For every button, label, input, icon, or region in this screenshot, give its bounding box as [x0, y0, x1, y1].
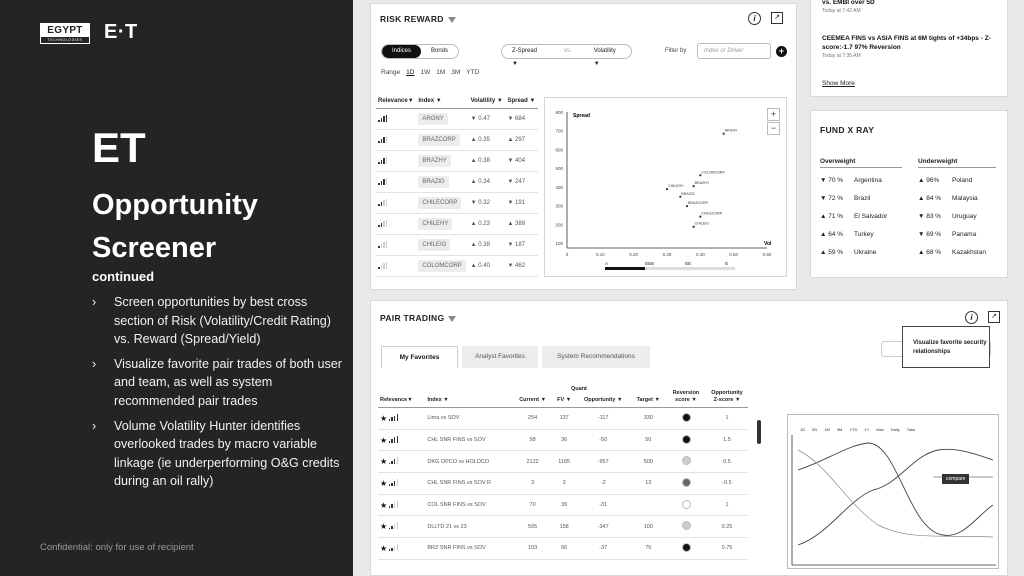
col-index[interactable]: Index ▼: [416, 98, 468, 109]
filter-input[interactable]: Index or Driver: [697, 43, 771, 59]
series-line-2: [798, 449, 993, 545]
col-opportunity[interactable]: Opportunity ▼: [576, 390, 631, 408]
range-label: Range: [381, 69, 401, 76]
relevance-cell: [376, 172, 416, 193]
indices-bonds-toggle[interactable]: [381, 44, 459, 59]
egypt-logo: [40, 23, 90, 44]
signal-bars-icon: [389, 457, 399, 464]
table-row[interactable]: [378, 408, 748, 430]
y-tick-label: 600: [555, 147, 563, 153]
volatility-select[interactable]: Volatility ▼: [593, 48, 616, 67]
index-cell[interactable]: BRAZHY: [416, 151, 468, 172]
col-current[interactable]: Current ▼: [513, 390, 553, 408]
rating-legend-label: B: [725, 261, 729, 266]
index-cell[interactable]: CHILECORP: [416, 193, 468, 214]
fv-cell: 3: [553, 473, 576, 495]
news-card: [810, 0, 1008, 97]
rating-legend-label: BB: [685, 261, 692, 266]
overweight-header: Overweight: [820, 158, 902, 168]
et-logo: E·T: [104, 21, 138, 43]
spread-cell: ▼ 462: [505, 256, 538, 277]
opportunity-cell: -2: [576, 473, 631, 495]
filter-label: Filter by: [665, 48, 687, 54]
table-row[interactable]: [378, 516, 748, 538]
point-label: CHILEIG: [694, 221, 710, 226]
index-cell[interactable]: BRAZCORP: [416, 130, 468, 151]
toggle-bonds[interactable]: Bonds: [431, 48, 449, 54]
spread-cell: ▼ 404: [505, 151, 538, 172]
x-tick-label: 0: [565, 252, 569, 257]
x-tick-label: 0.30: [662, 252, 672, 257]
point-label: BRAZCORP: [688, 201, 708, 206]
opportunity-cell: -31: [576, 494, 631, 516]
relevance-cell: [376, 193, 416, 214]
filter-icon[interactable]: [448, 316, 456, 322]
volatility-cell: ▲ 0.40: [469, 256, 506, 277]
table-scrollbar[interactable]: [757, 420, 761, 444]
bullet-text: Visualize favorite pair trades of both user and team, as well as system recommended pair trades: [114, 356, 342, 408]
info-icon[interactable]: i: [748, 12, 761, 25]
table-row[interactable]: [378, 473, 748, 495]
chevron-right-icon: ›: [92, 418, 97, 433]
index-cell[interactable]: CHL SNR FINS vs SOV: [425, 429, 512, 451]
data-point: [693, 185, 695, 187]
relevance-cell: [376, 256, 416, 277]
signal-bars-icon: [378, 241, 388, 248]
overweight-row: ▲ 64 % Turkey: [820, 231, 874, 238]
underweight-row: ▲ 84 % Malaysia: [918, 195, 978, 202]
target-cell: 330: [631, 408, 666, 430]
line-legend-item[interactable]: YTD: [849, 427, 858, 432]
data-point: [666, 188, 668, 190]
tab-analyst-favorites[interactable]: Analyst Favorites: [462, 346, 538, 368]
index-cell[interactable]: CHILEHY: [416, 214, 468, 235]
spread-cell: ▲ 297: [505, 130, 538, 151]
line-legend-item[interactable]: 1D: [800, 427, 806, 432]
x-tick-label: 0.50: [729, 252, 739, 257]
signal-bars-icon: [389, 414, 399, 421]
signal-bars-icon: [389, 501, 399, 508]
index-cell[interactable]: CHL SNR FINS vs SOV R: [425, 473, 512, 495]
info-icon[interactable]: i: [965, 311, 978, 324]
zscore-cell: 0.75: [706, 538, 748, 560]
table-row[interactable]: [376, 214, 538, 235]
col-relevance[interactable]: Relevance▼: [376, 98, 416, 109]
point-label: CHILECORP: [701, 211, 723, 216]
reversion-dot: [682, 456, 691, 465]
point-label: BRAZHY: [694, 181, 710, 186]
col-target[interactable]: Target ▼: [631, 390, 666, 408]
target-cell: 500: [631, 451, 666, 473]
reversion-dot: [682, 500, 691, 509]
col-reversion[interactable]: Reversion score ▼: [666, 390, 706, 408]
opportunity-cell: -117: [576, 408, 631, 430]
current-cell: 254: [513, 408, 553, 430]
point-label: COLOMCORP: [701, 170, 725, 175]
confidential-note: Confidential: only for use of recipient: [40, 542, 194, 553]
tab-system-recommendations[interactable]: System Recommendations: [542, 346, 650, 368]
point-label: CHILEHY: [668, 184, 684, 189]
egypt-logo-sub: TECHNOLOGIES: [47, 38, 83, 42]
target-cell: 13: [631, 473, 666, 495]
zscore-cell: -0.5: [706, 473, 748, 495]
target-cell: [631, 494, 666, 516]
news-item[interactable]: CEEMEA FINS vs ASIA FINS at 6M tights of +34bps - Z-score:-1.7 97% Reversion Today at 7:35 AM: [822, 35, 991, 59]
fund-xray-card: [810, 110, 1008, 278]
col-fv[interactable]: FV ▼: [553, 390, 576, 408]
underweight-row: ▲ 96% Poland: [918, 177, 973, 184]
spread-cell: ▼ 247: [505, 172, 538, 193]
spread-cell: ▲ 388: [505, 214, 538, 235]
rating-legend-segment: [605, 267, 645, 270]
overweight-row: ▼ 70 % Argentina: [820, 177, 882, 184]
reversion-dot: [682, 413, 691, 422]
spread-cell: ▼ 684: [505, 109, 538, 130]
relevance-cell: [378, 494, 425, 516]
fund-xray-title: FUND X RAY: [820, 125, 875, 135]
chevron-right-icon: ›: [92, 295, 97, 309]
line-legend-item[interactable]: Tabs: [906, 427, 916, 432]
reversion-cell: [666, 408, 706, 430]
star-icon[interactable]: ★: [380, 413, 388, 423]
left-panel: [0, 0, 353, 576]
data-point: [686, 205, 688, 207]
index-cell[interactable]: CHILEIG: [416, 235, 468, 256]
reversion-dot: [682, 478, 691, 487]
volatility-cell: ▲ 0.34: [469, 172, 506, 193]
y-tick-label: 800: [555, 110, 563, 115]
table-row[interactable]: [376, 235, 538, 256]
line-chart-svg: [788, 415, 1000, 570]
y-axis-label: Spread: [573, 113, 590, 119]
volatility-cell: ▲ 0.38: [469, 235, 506, 256]
volatility-cell: ▼ 0.47: [469, 109, 506, 130]
star-icon[interactable]: ★: [380, 543, 388, 553]
fv-cell: 1165: [553, 451, 576, 473]
signal-bars-icon: [389, 479, 399, 486]
continued-label: continued: [92, 269, 155, 284]
current-cell: 2122: [513, 451, 553, 473]
line-legend-item[interactable]: 3M: [836, 427, 843, 432]
current-cell: 98: [513, 429, 553, 451]
volatility-cell: ▼ 0.32: [469, 193, 506, 214]
range-1w[interactable]: 1W: [420, 69, 431, 76]
signal-bars-icon: [389, 522, 399, 529]
zscore-cell: 1: [706, 494, 748, 516]
col-relevance[interactable]: Relevance▼: [378, 390, 425, 408]
table-row[interactable]: [376, 172, 538, 193]
underweight-row: ▼ 69 % Panama: [918, 231, 977, 238]
bullet-item: [92, 355, 342, 411]
index-cell[interactable]: DLLTD 21 vs 23: [425, 516, 512, 538]
reversion-cell: [666, 451, 706, 473]
tooltip: Visualize favorite security relationships: [902, 326, 990, 368]
table-row[interactable]: [376, 109, 538, 130]
zscore-cell: 1: [706, 408, 748, 430]
reversion-dot: [682, 521, 691, 530]
data-point: [679, 196, 681, 198]
index-cell[interactable]: DKG OPCO vs HOLDCO: [425, 451, 512, 473]
star-icon[interactable]: ★: [380, 457, 388, 467]
current-cell: 103: [513, 538, 553, 560]
rating-legend-label: BBB: [645, 261, 655, 266]
signal-bars-icon: [378, 157, 388, 164]
axis-select-group[interactable]: [501, 44, 632, 67]
point-label: ARGNY: [724, 128, 738, 133]
table-row[interactable]: [376, 193, 538, 214]
relevance-cell: [378, 408, 425, 430]
line-legend-item[interactable]: 1M: [824, 427, 830, 432]
zoom-in-button[interactable]: +: [767, 108, 780, 121]
fv-cell: 137: [553, 408, 576, 430]
data-point: [723, 133, 725, 135]
relevance-cell: [378, 473, 425, 495]
bullet-list: [92, 293, 342, 497]
risk-reward-title: RISK REWARD: [380, 14, 456, 24]
x-tick-label: 0.60: [762, 252, 772, 257]
range-1d[interactable]: 1D: [406, 69, 415, 76]
egypt-logo-text: EGYPT: [41, 24, 89, 37]
index-cell[interactable]: Lima vs SOV: [425, 408, 512, 430]
overweight-row: ▼ 72 % Brazil: [820, 195, 871, 202]
range-ytd[interactable]: YTD: [466, 69, 480, 76]
tab-my-favorites[interactable]: My Favorites: [381, 346, 458, 368]
volatility-cell: ▲ 0.23: [469, 214, 506, 235]
spread-cell: ▼ 187: [505, 235, 538, 256]
col-opp-zscore[interactable]: Opportunity Z-score ▼: [706, 390, 748, 408]
bullet-item: [92, 293, 342, 349]
signal-bars-icon: [378, 136, 388, 143]
reversion-cell: [666, 538, 706, 560]
fv-cell: 39: [553, 494, 576, 516]
target-cell: 75: [631, 538, 666, 560]
relevance-cell: [378, 451, 425, 473]
line-legend-item[interactable]: 1Y: [864, 427, 870, 432]
star-icon[interactable]: ★: [380, 500, 388, 510]
risk-reward-table: [376, 98, 538, 277]
line-legend-item[interactable]: 5D: [812, 427, 818, 432]
zspread-select[interactable]: Z-Spread ▼: [512, 48, 538, 67]
x-tick-label: 0.10: [595, 252, 605, 257]
add-filter-button[interactable]: +: [776, 46, 787, 57]
pair-trading-table: [378, 390, 748, 560]
relevance-cell: [376, 151, 416, 172]
relevance-cell: [378, 516, 425, 538]
star-icon[interactable]: ★: [380, 478, 388, 488]
overweight-row: ▲ 59 % Ukraine: [820, 249, 877, 256]
toggle-indices[interactable]: Indices: [382, 45, 421, 58]
signal-bars-icon: [378, 262, 388, 269]
chevron-right-icon: ›: [92, 356, 97, 371]
compare-label[interactable]: compare: [942, 474, 969, 484]
reversion-dot: [682, 543, 691, 552]
index-cell[interactable]: COLOMCORP: [416, 256, 468, 277]
signal-bars-icon: [389, 544, 399, 551]
target-cell: 100: [631, 516, 666, 538]
headline: ET: [92, 124, 146, 171]
table-row[interactable]: [376, 130, 538, 151]
reversion-cell: [666, 429, 706, 451]
news-item[interactable]: vs. EMBI over 5D Today at 7:42 AM: [822, 0, 875, 14]
data-point: [699, 174, 701, 176]
col-index[interactable]: Index ▼: [425, 390, 512, 408]
volatility-cell: ▲ 0.38: [469, 151, 506, 172]
zoom-out-button[interactable]: −: [767, 122, 780, 135]
signal-bars-icon: [378, 220, 388, 227]
pair-line-chart: [787, 414, 999, 569]
table-row[interactable]: [376, 151, 538, 172]
current-cell: 505: [513, 516, 553, 538]
current-cell: 3: [513, 473, 553, 495]
relevance-cell: [378, 429, 425, 451]
risk-reward-card: [370, 3, 797, 290]
zscore-cell: 0.25: [706, 516, 748, 538]
relevance-cell: [376, 130, 416, 151]
underweight-row: ▼ 83 % Uruguay: [918, 213, 977, 220]
series-line-3: [798, 450, 993, 537]
series-line-1: [798, 443, 993, 535]
reversion-cell: [666, 473, 706, 495]
page-title: Opportunity Screener: [92, 189, 258, 264]
x-axis-label: Vol: [764, 241, 772, 247]
rating-legend-label: A: [605, 261, 609, 266]
range-3m[interactable]: 3M: [451, 69, 461, 76]
index-cell[interactable]: COL SNR FINS vs SOV: [425, 494, 512, 516]
zscore-cell: 1.5: [706, 429, 748, 451]
expand-icon[interactable]: ↗: [771, 12, 783, 24]
opportunity-cell: -37: [576, 538, 631, 560]
vs-label: vs.: [564, 48, 572, 54]
line-legend-item[interactable]: Max: [876, 427, 884, 432]
opportunity-cell: -347: [576, 516, 631, 538]
data-point: [693, 226, 695, 228]
x-tick-label: 0.20: [629, 252, 639, 257]
index-cell[interactable]: BRAZIG: [416, 172, 468, 193]
relevance-cell: [376, 235, 416, 256]
scatter-svg: [545, 98, 788, 278]
reversion-cell: [666, 494, 706, 516]
fv-cell: 66: [553, 538, 576, 560]
y-tick-label: 300: [555, 203, 563, 209]
filter-icon[interactable]: [448, 17, 456, 23]
data-point: [699, 216, 701, 218]
quant-label: Quant: [571, 386, 587, 392]
opportunity-cell: -957: [576, 451, 631, 473]
underweight-row: ▲ 68 % Kazakhstan: [918, 249, 986, 256]
y-tick-label: 100: [555, 241, 563, 246]
signal-bars-icon: [389, 436, 399, 443]
line-legend-item[interactable]: Daily: [890, 427, 900, 432]
bullet-text: Screen opportunities by best cross section of Risk (Volatility/Credit Rating) vs. Reward (Spread/Yield): [114, 295, 331, 347]
y-tick-label: 500: [555, 166, 563, 172]
col-volatility[interactable]: Volatility ▼: [469, 98, 506, 109]
table-row[interactable]: [378, 451, 748, 473]
fv-cell: 36: [553, 429, 576, 451]
x-tick-label: 0.40: [695, 252, 705, 257]
signal-bars-icon: [378, 199, 388, 206]
underweight-header: Underweight: [918, 158, 996, 168]
index-cell[interactable]: BRZ SNR FINS vs SOV: [425, 538, 512, 560]
pair-trading-title: PAIR TRADING: [380, 313, 456, 323]
opportunity-cell: -50: [576, 429, 631, 451]
show-more-link[interactable]: Show More: [822, 80, 855, 87]
relevance-cell: [376, 109, 416, 130]
current-cell: 70: [513, 494, 553, 516]
expand-icon[interactable]: ↗: [988, 311, 1000, 323]
table-row[interactable]: [376, 256, 538, 277]
table-row[interactable]: [378, 538, 748, 560]
fv-cell: 158: [553, 516, 576, 538]
bullet-item: [92, 417, 342, 491]
spread-cell: ▼ 191: [505, 193, 538, 214]
overweight-row: ▲ 71 % El Salvador: [820, 213, 888, 220]
range-1m[interactable]: 1M: [436, 69, 446, 76]
signal-bars-icon: [378, 115, 388, 122]
y-tick-label: 400: [555, 184, 563, 190]
col-spread[interactable]: Spread ▼: [505, 98, 538, 109]
point-label: BRAZIG: [681, 191, 695, 196]
y-tick-label: 700: [555, 128, 563, 134]
volatility-cell: ▲ 0.35: [469, 130, 506, 151]
y-tick-label: 200: [555, 222, 563, 228]
range-selector: [381, 69, 479, 76]
table-row[interactable]: [378, 429, 748, 451]
target-cell: 50: [631, 429, 666, 451]
table-row[interactable]: [378, 494, 748, 516]
relevance-cell: [378, 538, 425, 560]
star-icon[interactable]: ★: [380, 522, 388, 532]
signal-bars-icon: [378, 178, 388, 185]
relevance-cell: [376, 214, 416, 235]
zscore-cell: 0.5: [706, 451, 748, 473]
bullet-text: Volume Volatility Hunter identifies overlooked trades by macro variable linkage (ie underperforming O&G credits during an oil rally): [114, 418, 340, 489]
index-cell[interactable]: ARGNY: [416, 109, 468, 130]
reversion-dot: [682, 435, 691, 444]
reversion-cell: [666, 516, 706, 538]
star-icon[interactable]: ★: [380, 435, 388, 445]
scatter-chart: [544, 97, 787, 277]
